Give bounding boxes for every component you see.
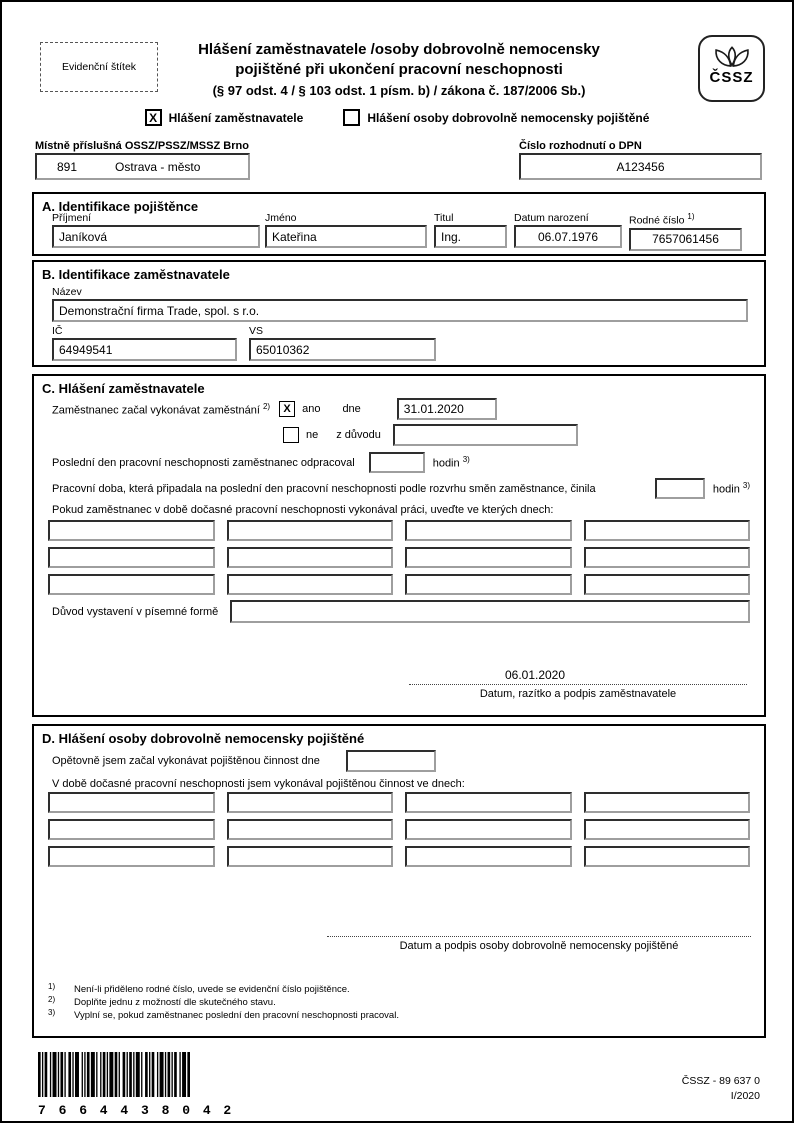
employer-name-field[interactable]: Demonstrační firma Trade, spol. s r.o. — [52, 299, 748, 322]
vs-field[interactable]: 65010362 — [249, 338, 436, 361]
insured-work-day-box[interactable] — [405, 846, 572, 867]
section-d-title: D. Hlášení osoby dobrovolně nemocensky pojištěné — [42, 731, 365, 746]
section-d — [32, 724, 766, 1038]
started-work-label: Zaměstnanec začal vykonávat zaměstnání $^{2)}$ — [52, 401, 271, 417]
birthdate-label: Datum narození — [514, 212, 589, 224]
worktime-label: Pracovní doba, která připadala na poslední den pracovní neschopnosti podle rozvrhu směn zaměstnance, činila — [52, 482, 596, 495]
footnote-2: 2) Doplňte jednu z možností dle skutečného stavu. — [48, 994, 276, 1008]
form-edition: I/2020 — [730, 1090, 760, 1103]
surname-label: Příjmení — [52, 212, 92, 224]
birthnumber-label: Rodné číslo $^{1)}$ — [629, 212, 695, 227]
started-no-checkbox[interactable] — [283, 427, 299, 443]
start-date-field[interactable]: 31.01.2020 — [397, 398, 497, 420]
written-reason-label: Důvod vystavení v písemné formě — [52, 605, 219, 618]
work-day-box[interactable] — [584, 547, 751, 568]
dpn-number-label: Číslo rozhodnutí o DPN — [519, 140, 642, 152]
cssz-tulip-icon — [712, 44, 752, 68]
insured-work-day-box[interactable] — [227, 846, 394, 867]
insured-work-day-box[interactable] — [405, 819, 572, 840]
work-day-box[interactable] — [48, 547, 215, 568]
started-yes-label: ano — [302, 403, 321, 415]
section-c — [32, 374, 766, 717]
insured-signature-block — [327, 934, 751, 952]
ossz-label: Místně příslušná OSSZ/PSSZ/MSSZ Brno — [35, 140, 249, 152]
work-day-box[interactable] — [48, 520, 215, 541]
section-c-title: C. Hlášení zaměstnavatele — [42, 381, 205, 396]
form-number-block — [682, 1074, 760, 1104]
restart-date-field[interactable] — [346, 750, 436, 772]
employer-name-label: Název — [52, 286, 82, 298]
employer-signature-label: Datum, razítko a podpis zaměstnavatele — [479, 688, 677, 700]
birthnumber-field[interactable]: 7657061456 — [629, 228, 742, 251]
form-title-block — [159, 40, 639, 98]
employer-sign-date: 06.01.2020 — [504, 668, 566, 682]
insured-work-day-box[interactable] — [227, 819, 394, 840]
restart-activity-label: Opětovně jsem začal vykonávat pojištěnou činnost dne — [52, 755, 320, 767]
ossz-field[interactable] — [35, 153, 250, 180]
lastday-worked-label: Poslední den pracovní neschopnosti zaměstnanec odpracoval — [52, 456, 355, 469]
vs-label: VS — [249, 325, 264, 337]
work-day-box[interactable] — [584, 520, 751, 541]
footnotes — [46, 984, 399, 1022]
insured-work-day-box[interactable] — [584, 792, 751, 813]
section-b — [32, 260, 766, 367]
footnote-1: 1) Není-li přiděleno rodné číslo, uvede se evidenční číslo pojištěnce. — [48, 982, 350, 995]
ic-label: IČ — [52, 325, 63, 337]
form-title-line1: Hlášení zaměstnavatele /osoby dobrovolně nemocensky — [198, 41, 600, 58]
cssz-logo — [698, 35, 765, 102]
work-day-box[interactable] — [227, 547, 394, 568]
birthdate-field[interactable]: 06.07.1976 — [514, 225, 622, 248]
worktime-hours-field[interactable] — [655, 478, 705, 499]
insured-work-day-box[interactable] — [584, 819, 751, 840]
surname-field[interactable]: Janíková — [52, 225, 260, 248]
hours-label-1: hodin $^{3)}$ — [432, 455, 470, 470]
insured-work-day-box[interactable] — [227, 792, 394, 813]
lastday-hours-field[interactable] — [369, 452, 425, 473]
workdays-label-d: V době dočasné pracovní neschopnosti jsem vykonával pojištěnou činnost ve dnech: — [52, 778, 465, 790]
insured-signature-label: Datum a podpis osoby dobrovolně nemocensky pojištěné — [399, 940, 679, 952]
insured-work-day-box[interactable] — [405, 792, 572, 813]
ossz-name: Ostrava - město — [115, 159, 201, 174]
hours-label-2: hodin $^{3)}$ — [712, 481, 750, 496]
firstname-label: Jméno — [265, 212, 297, 224]
section-b-title: B. Identifikace zaměstnavatele — [42, 267, 230, 282]
employer-checkbox-label: Hlášení zaměstnavatele — [168, 110, 304, 125]
employer-checkbox[interactable]: X — [145, 109, 162, 126]
work-day-box[interactable] — [227, 574, 394, 595]
employer-signature-block — [409, 668, 747, 700]
report-type-employer — [145, 109, 304, 126]
work-day-box[interactable] — [405, 520, 572, 541]
work-day-box[interactable] — [227, 520, 394, 541]
work-day-box[interactable] — [405, 574, 572, 595]
report-type-row — [2, 109, 792, 126]
employer-signature-line — [409, 684, 747, 685]
work-day-box[interactable] — [584, 574, 751, 595]
voluntary-checkbox[interactable] — [343, 109, 360, 126]
degree-label: Titul — [434, 212, 454, 224]
barcode-block — [38, 1052, 234, 1118]
no-reason-field[interactable] — [393, 424, 578, 446]
insured-work-day-box[interactable] — [584, 846, 751, 867]
workdays-label-c: Pokud zaměstnanec v době dočasné pracovní neschopnosti vykonával práci, uveďte ve kterých dnech: — [52, 504, 554, 516]
cssz-logo-text: ČSSZ — [709, 69, 754, 86]
form-title-line2: pojištěné při ukončení pracovní neschopnosti — [235, 61, 563, 79]
form-title-law: (§ 97 odst. 4 / § 103 odst. 1 písm. b) / zákona č. 187/2006 Sb.) — [212, 82, 586, 98]
no-reason-label: z důvodu — [336, 429, 381, 441]
ic-field[interactable]: 64949541 — [52, 338, 237, 361]
evidence-label-box — [40, 42, 158, 92]
written-reason-field[interactable] — [230, 600, 750, 623]
work-day-box[interactable] — [48, 574, 215, 595]
section-a-title: A. Identifikace pojištěnce — [42, 199, 199, 214]
report-type-voluntary — [343, 109, 649, 126]
insured-work-day-box[interactable] — [48, 846, 215, 867]
insured-signature-line — [327, 936, 751, 937]
work-day-box[interactable] — [405, 547, 572, 568]
dpn-number-field[interactable]: A123456 — [519, 153, 762, 180]
ossz-code: 891 — [57, 159, 78, 174]
degree-field[interactable]: Ing. — [434, 225, 507, 248]
barcode-digits: 7 6 6 4 4 3 8 0 4 2 — [38, 1103, 234, 1118]
footnote-3: 3) Vyplní se, pokud zaměstnanec poslední den pracovní neschopnosti pracoval. — [48, 1007, 399, 1021]
evidence-label: Evidenční štítek — [61, 61, 137, 73]
insured-work-day-box[interactable] — [48, 792, 215, 813]
barcode — [38, 1052, 190, 1097]
voluntary-checkbox-label: Hlášení osoby dobrovolně nemocensky pojištěné — [367, 110, 650, 125]
section-a — [32, 192, 766, 256]
workdays-grid-c — [48, 520, 750, 595]
form-number: ČSSZ - 89 637 0 — [681, 1075, 760, 1087]
started-no-label: ne — [306, 429, 319, 441]
firstname-field[interactable]: Kateřina — [265, 225, 427, 248]
workdays-grid-d — [48, 792, 750, 867]
insured-work-day-box[interactable] — [48, 819, 215, 840]
started-yes-checkbox[interactable]: X — [279, 401, 295, 417]
started-on-label: dne — [342, 403, 361, 415]
